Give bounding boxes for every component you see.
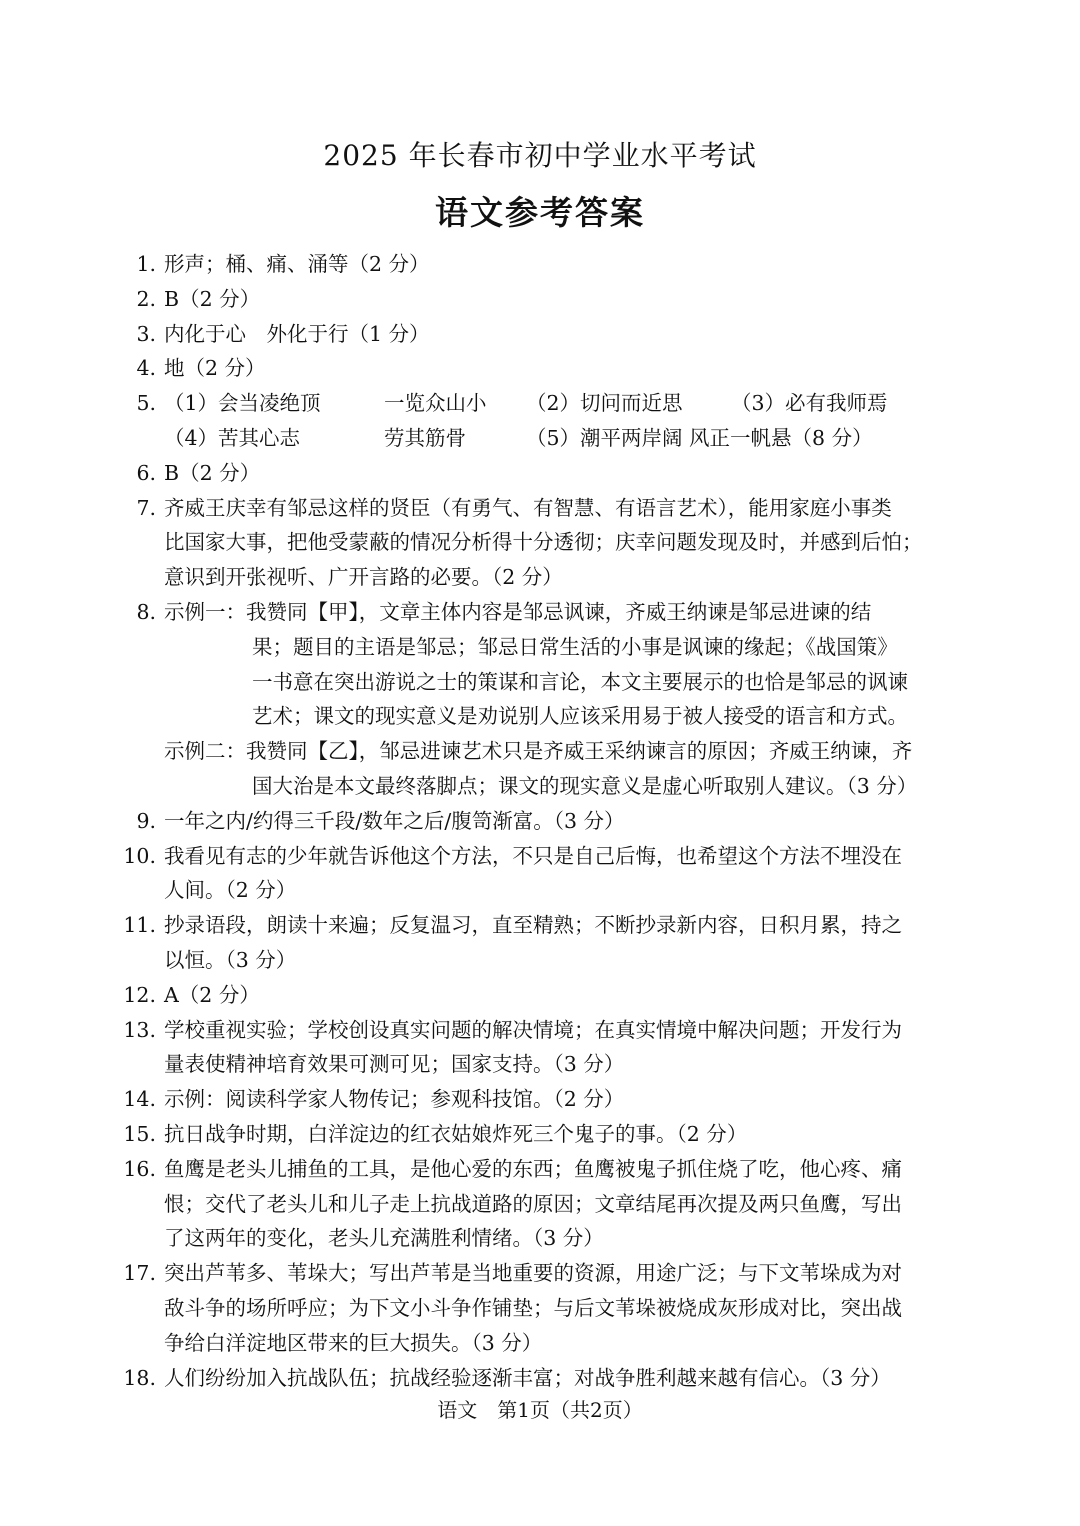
answer-item	[116, 804, 966, 839]
poem-fill-cell: （1）会当凌绝顶	[164, 391, 321, 416]
answer-line: 人们纷纷加入抗战队伍；抗战经验逐渐丰富；对战争胜利越来越有信心。（3 分）	[164, 1365, 891, 1390]
answer-list	[116, 247, 966, 1395]
answer-line: 争给白洋淀地区带来的巨大损失。（3 分）	[164, 1330, 543, 1355]
answer-line: 内化于心 外化于行（1 分）	[164, 321, 430, 346]
answer-number: 16.	[123, 1156, 156, 1181]
answer-item	[116, 351, 966, 386]
poem-fill-cell: （3）必有我师焉	[731, 391, 888, 416]
poem-fill-cell: （4）苦其心志	[164, 425, 301, 450]
answer-line: 了这两年的变化，老头儿充满胜利情绪。（3 分）	[164, 1226, 604, 1251]
answer-item	[116, 456, 966, 491]
answer-item	[116, 247, 966, 282]
answer-number: 13.	[123, 1017, 156, 1042]
poem-fill-row	[164, 386, 966, 421]
answer-item	[116, 1013, 966, 1083]
answer-line: 一年之内/约得三千段/数年之后/腹笥渐富。（3 分）	[164, 808, 625, 833]
sample-answer-label: 示例二：	[164, 739, 246, 764]
poem-fill-cell: （2）切问而近思	[526, 391, 683, 416]
answer-line: 突出芦苇多、苇垛大；写出芦苇是当地重要的资源，用途广泛；与下文苇垛成为对	[164, 1261, 902, 1286]
answer-number: 14.	[123, 1087, 156, 1112]
sample-answer	[164, 595, 966, 734]
answer-line: B（2 分）	[164, 460, 261, 485]
answer-line: 比国家大事，把他受蒙蔽的情况分析得十分透彻；庆幸问题发现及时，并感到后怕；	[164, 530, 923, 555]
answer-line: 抗日战争时期，白洋淀边的红衣姑娘炸死三个鬼子的事。（2 分）	[164, 1121, 748, 1146]
answer-number: 18.	[123, 1365, 156, 1390]
answer-key-title: 语文参考答案	[435, 193, 645, 232]
answer-line: 我看见有志的少年就告诉他这个方法，不只是自己后悔，也希望这个方法不埋没在	[164, 843, 902, 868]
answer-item	[116, 978, 966, 1013]
poem-fill-cell: 一览众山小	[384, 391, 487, 416]
answer-item	[116, 1152, 966, 1256]
answer-number: 2.	[136, 286, 156, 311]
answer-number: 15.	[123, 1121, 156, 1146]
page-footer: 语文 第1页（共2页）	[437, 1398, 643, 1422]
answer-line: 学校重视实验；学校创设真实问题的解决情境；在真实情境中解决问题；开发行为	[164, 1017, 902, 1042]
answer-item	[116, 317, 966, 352]
answer-line: 量表使精神培育效果可测可见；国家支持。（3 分）	[164, 1052, 625, 1077]
answer-number: 8.	[136, 599, 156, 624]
answer-line: 人间。（2 分）	[164, 878, 297, 903]
answer-item	[116, 491, 966, 595]
answer-line: 恨；交代了老头儿和儿子走上抗战道路的原因；文章结尾再次提及两只鱼鹰，写出	[164, 1191, 902, 1216]
answer-item	[116, 1117, 966, 1152]
answer-item	[116, 908, 966, 978]
poem-fill-cell: 劳其筋骨	[384, 425, 466, 450]
sample-answer-line: 一书意在突出游说之士的策谋和言论，本文主要展示的也恰是邹忌的讽谏	[252, 669, 908, 694]
sample-answer	[164, 734, 966, 804]
answer-item	[116, 386, 966, 456]
sample-answer-label: 示例一：	[164, 599, 246, 624]
answer-item	[116, 1082, 966, 1117]
answer-item	[116, 1361, 966, 1396]
answer-number: 1.	[136, 252, 156, 276]
answer-number: 4.	[136, 356, 156, 381]
answer-line: 示例：阅读科学家人物传记；参观科技馆。（2 分）	[164, 1087, 625, 1112]
poem-fill-row	[164, 421, 966, 456]
answer-number: 9.	[136, 808, 156, 833]
answer-line: 齐威王庆幸有邹忌这样的贤臣（有勇气、有智慧、有语言艺术），能用家庭小事类	[164, 495, 892, 520]
answer-number: 3.	[136, 321, 156, 346]
answer-number: 5.	[136, 391, 156, 416]
answer-line: 地（2 分）	[164, 356, 266, 381]
answer-line: 意识到开张视听、广开言路的必要。（2 分）	[164, 565, 563, 590]
sample-answer-first-line: 示例二：我赞同【乙】，邹忌进谏艺术只是齐威王采纳谏言的原因；齐威王纳谏，齐	[164, 739, 913, 764]
answer-line: 鱼鹰是老头儿捕鱼的工具，是他心爱的东西；鱼鹰被鬼子抓住烧了吃，他心疼、痛	[164, 1156, 902, 1181]
sample-answer-line: 果；题目的主语是邹忌；邹忌日常生活的小事是讽谏的缘起；《战国策》	[252, 634, 898, 659]
answer-line: 形声；桶、痛、涌等（2 分）	[164, 252, 430, 276]
answer-line: 抄录语段，朗读十来遍；反复温习，直至精熟；不断抄录新内容，日积月累，持之	[164, 913, 902, 938]
exam-title: 2025 年长春市初中学业水平考试	[323, 139, 757, 172]
poem-fill-cell: （5）潮平两岸阔 风正一帆悬（8 分）	[526, 425, 873, 450]
answer-number: 11.	[123, 913, 156, 938]
answer-number: 10.	[123, 843, 156, 868]
answer-item	[116, 1256, 966, 1360]
answer-line: B（2 分）	[164, 286, 261, 311]
sample-answer-first-line: 示例一：我赞同【甲】，文章主体内容是邹忌讽谏，齐威王纳谏是邹忌进谏的结	[164, 599, 872, 624]
answer-item	[116, 839, 966, 909]
answer-line: 以恒。（3 分）	[164, 947, 297, 972]
answer-number: 12.	[123, 982, 156, 1007]
answer-line: A（2 分）	[164, 982, 260, 1007]
answer-line: 敌斗争的场所呼应；为下文小斗争作铺垫；与后文苇垛被烧成灰形成对比，突出战	[164, 1295, 902, 1320]
sample-answer-line: 艺术；课文的现实意义是劝说别人应该采用易于被人接受的语言和方式。	[252, 704, 908, 729]
answer-item	[116, 282, 966, 317]
answer-number: 6.	[136, 460, 156, 485]
answer-item	[116, 595, 966, 804]
answer-number: 7.	[136, 495, 156, 520]
answer-number: 17.	[123, 1261, 156, 1286]
sample-answer-line: 国大治是本文最终落脚点；课文的现实意义是虚心听取别人建议。（3 分）	[252, 773, 918, 798]
